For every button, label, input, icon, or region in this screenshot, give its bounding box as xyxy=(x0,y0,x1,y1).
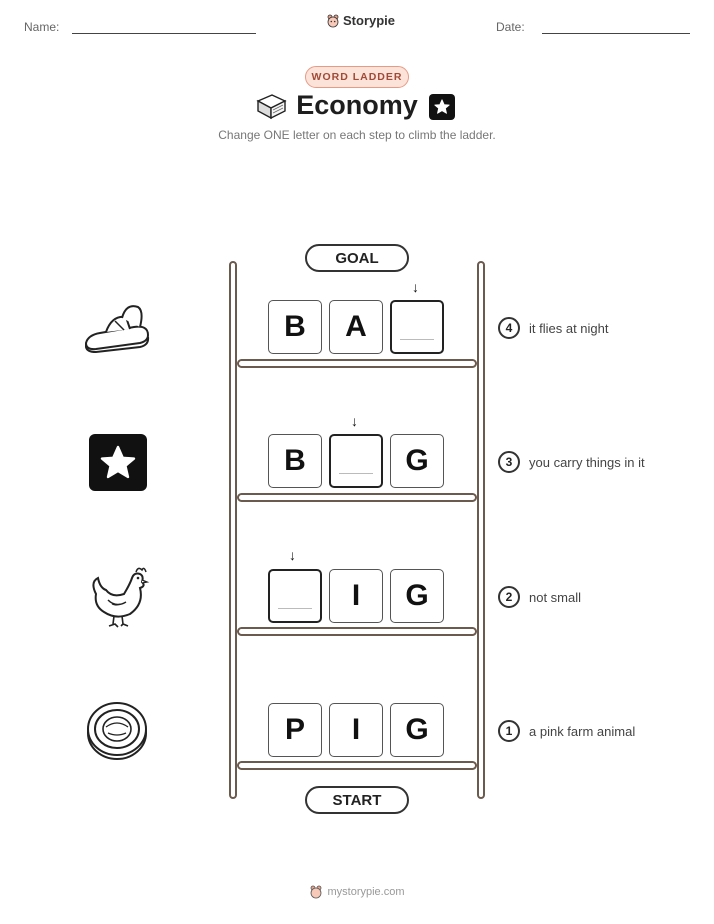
letter-tile: P xyxy=(268,703,322,757)
name-label: Name: xyxy=(24,20,60,34)
letter-tile: G xyxy=(390,434,444,488)
hen-icon xyxy=(86,564,150,630)
footer xyxy=(0,885,714,899)
storypie-logo-icon xyxy=(309,885,323,899)
brand xyxy=(326,13,395,28)
arrow-down-icon: ↓ xyxy=(351,413,358,429)
letter-tile: B xyxy=(268,434,322,488)
ladder-rail-left xyxy=(229,261,237,799)
letter-tile: I xyxy=(329,703,383,757)
clue-text: it flies at night xyxy=(529,321,609,336)
word-ladder-badge: WORD LADDER xyxy=(305,66,409,88)
letter-tile: I xyxy=(329,569,383,623)
instructions: Change ONE letter on each step to climb the ladder. xyxy=(218,128,496,142)
ladder-rung xyxy=(237,359,477,368)
letter-blank-input[interactable] xyxy=(329,434,383,488)
sandal-icon xyxy=(82,299,152,357)
clue-number: 3 xyxy=(498,451,520,473)
date-label: Date: xyxy=(496,20,525,34)
coin-icon xyxy=(86,701,148,761)
arrow-down-icon: ↓ xyxy=(289,547,296,563)
goal-label: GOAL xyxy=(305,244,409,272)
brand-name: Storypie xyxy=(343,13,396,28)
storypie-logo-icon xyxy=(326,14,340,28)
clue-text: you carry things in it xyxy=(529,455,645,470)
arrow-down-icon: ↓ xyxy=(412,279,419,295)
ladder-rung xyxy=(237,761,477,770)
letter-blank-input[interactable] xyxy=(390,300,444,354)
letter-tile: A xyxy=(329,300,383,354)
ladder-rung xyxy=(237,627,477,636)
letter-tile: G xyxy=(390,703,444,757)
clue-text: a pink farm animal xyxy=(529,724,636,739)
clue-text: not small xyxy=(529,590,582,605)
footer-url[interactable]: mystorypie.com xyxy=(327,886,405,898)
clue-number: 4 xyxy=(498,317,520,339)
page-title: Economy xyxy=(296,90,418,120)
name-line[interactable] xyxy=(72,33,256,34)
star-badge-icon xyxy=(429,94,455,120)
start-label: START xyxy=(305,786,409,814)
letter-tile: B xyxy=(268,300,322,354)
letter-blank-input[interactable] xyxy=(268,569,322,623)
ladder-rail-right xyxy=(477,261,485,799)
clue-number: 1 xyxy=(498,720,520,742)
star-icon xyxy=(89,434,147,491)
clue-number: 2 xyxy=(498,586,520,608)
date-line[interactable] xyxy=(542,33,690,34)
letter-tile: G xyxy=(390,569,444,623)
ladder-rung xyxy=(237,493,477,502)
